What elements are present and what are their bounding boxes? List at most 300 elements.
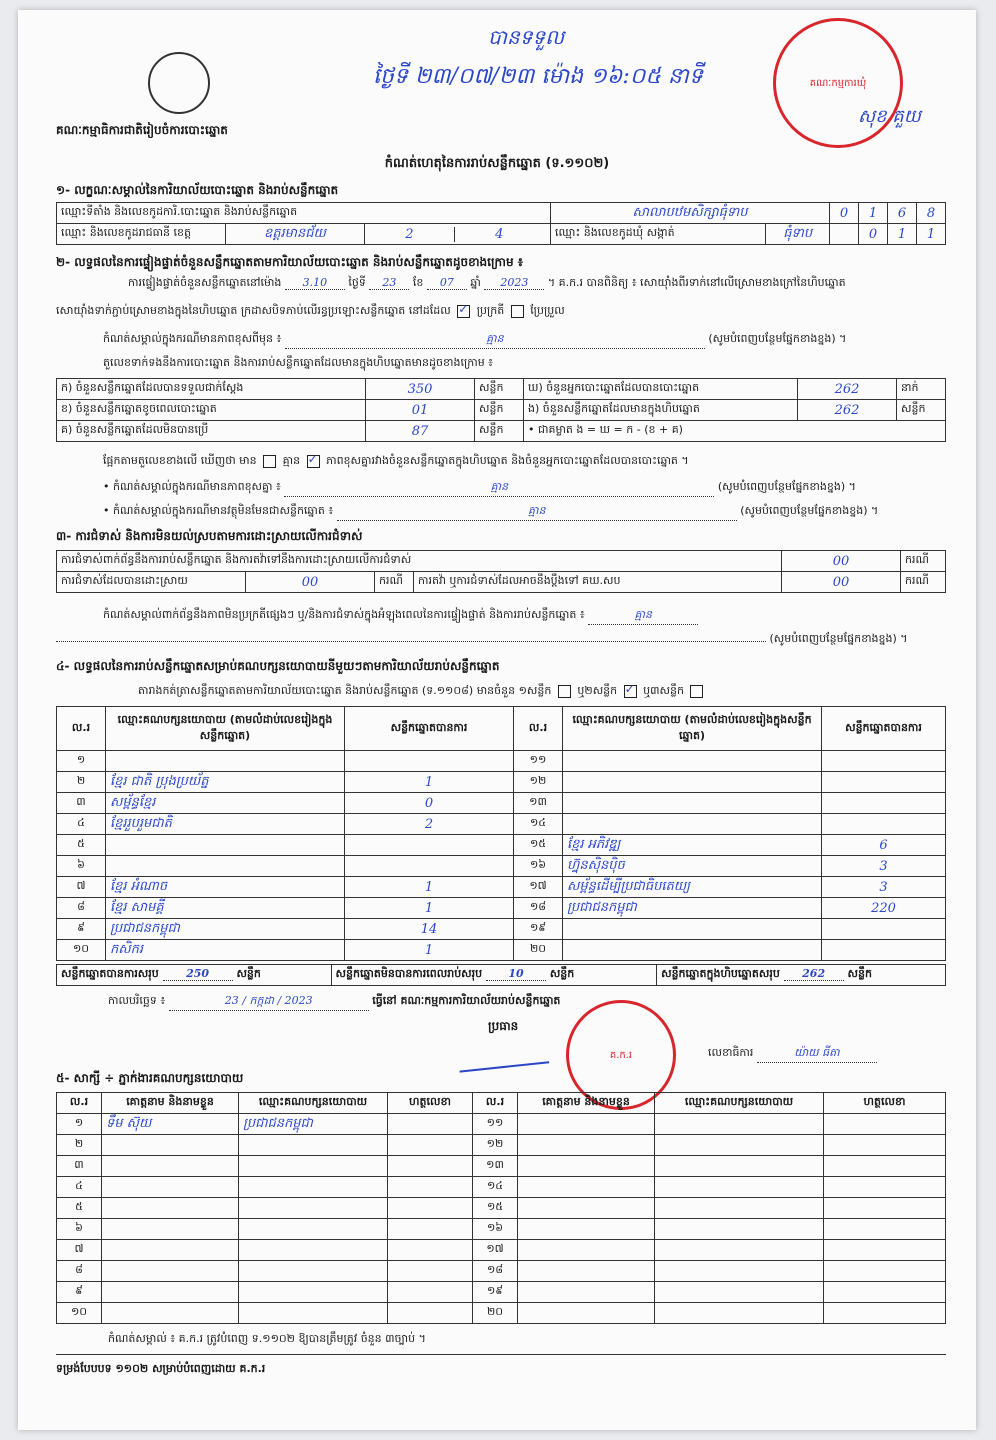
total-box-value: 262	[784, 967, 844, 981]
results-votes	[822, 751, 946, 772]
witness-party	[239, 1240, 388, 1261]
witness-party	[655, 1177, 824, 1198]
witness-col-sign-right: ហត្ថលេខា	[824, 1093, 946, 1114]
results-party	[106, 856, 345, 877]
witness-party	[239, 1177, 388, 1198]
section4-heading: ៤- លទ្ធផលនៃការរាប់សន្លឹកឆ្នោតសម្រាប់គណបក្សនយោបាយនីមួយៗតាមការិយាល័យរាប់សន្លឹកឆ្នោត	[56, 659, 500, 673]
witness-name	[102, 1282, 239, 1303]
station-value: សាលាបឋមសិក្សាធុំទាប	[551, 203, 830, 224]
total-valid-value: 250	[163, 967, 233, 981]
results-no: ៣	[57, 793, 106, 814]
results-no: ៥	[57, 835, 106, 856]
results-votes: 2	[345, 814, 514, 835]
note-b1-value: គ្មាន	[284, 480, 714, 497]
note-b1-label: • កំណត់សម្គាល់ក្នុងករណីមានភាពខុសគ្នា ៖	[103, 480, 281, 493]
objection-row1-unit: ករណី	[901, 551, 946, 572]
witness-signature	[824, 1282, 946, 1303]
results-votes: 1	[345, 877, 514, 898]
note-b2-value: គ្មាន	[337, 504, 737, 521]
witness-name	[518, 1240, 655, 1261]
witness-row	[57, 1240, 946, 1261]
witness-signature	[388, 1177, 473, 1198]
fig-b-value: 01	[366, 400, 475, 421]
sheets-1-checkbox[interactable]	[558, 685, 571, 698]
results-party	[563, 751, 822, 772]
witness-row	[57, 1219, 946, 1240]
note-changed-value: គ្មាន	[285, 332, 705, 349]
totals-table	[56, 964, 946, 986]
witness-no: ២០	[473, 1303, 518, 1324]
results-row	[57, 751, 946, 772]
results-party	[106, 751, 345, 772]
results-party: ប្រជាជនកម្ពុជា	[106, 919, 345, 940]
secretary-label: លេខាធិការ	[708, 1046, 754, 1059]
results-row	[57, 835, 946, 856]
reconcile-month: 07	[427, 276, 467, 290]
witness-name: ទឹម ស៊ុយ	[102, 1114, 239, 1135]
witness-row	[57, 1156, 946, 1177]
witness-name	[102, 1240, 239, 1261]
seal-line	[56, 304, 565, 320]
witness-party	[239, 1219, 388, 1240]
witness-signature	[388, 1282, 473, 1303]
results-row	[57, 814, 946, 835]
results-no: ១១	[514, 751, 563, 772]
note-changed-hint: (សូមបំពេញបន្ថែមផ្នែកខាងខ្នង) ។	[708, 332, 847, 345]
results-no: ១៤	[514, 814, 563, 835]
results-party	[563, 772, 822, 793]
witness-no: ១៤	[473, 1177, 518, 1198]
witness-no: ១៧	[473, 1240, 518, 1261]
form-title: កំណត់ហេតុនៃការរាប់សន្លឹកឆ្នោត (ទ.១១០២)	[384, 156, 610, 171]
received-by: សុខ គួយ	[858, 106, 921, 127]
results-party: ហ្វ៊ុនស៊ិនប៉ិច	[563, 856, 822, 877]
witness-signature	[388, 1303, 473, 1324]
results-no: ៩	[57, 919, 106, 940]
date-value: 23 / កក្កដា / 2023	[169, 994, 369, 1011]
section4-intro: តារាងកត់ត្រាសន្លឹកឆ្នោតតាមការិយាល័យបោះឆ្នោត និងរាប់សន្លឹកឆ្នោត (ទ.១១០៨) មានចំនួន ១សន្លឹក	[138, 684, 552, 697]
station-code-2: 1	[859, 203, 888, 224]
witness-no: ៩	[57, 1282, 102, 1303]
results-col-no-right: ល.រ	[514, 707, 563, 751]
witness-name	[518, 1261, 655, 1282]
nec-emblem	[148, 52, 210, 114]
results-party	[563, 919, 822, 940]
commune-label: ឈ្មោះ និងលេខកូដឃុំ សង្កាត់	[551, 224, 766, 245]
section3-note-line2	[56, 632, 946, 648]
intact-label: ប្រក្រតី	[476, 304, 505, 317]
witness-party	[239, 1156, 388, 1177]
note-b2-line	[103, 504, 878, 521]
witness-signature	[824, 1135, 946, 1156]
witness-no: ៦	[57, 1219, 102, 1240]
results-party	[563, 793, 822, 814]
changed-checkbox[interactable]	[511, 305, 524, 318]
intact-checkbox[interactable]	[457, 305, 470, 318]
reconcile-day: 23	[369, 276, 409, 290]
witness-signature	[824, 1261, 946, 1282]
results-no: ១៧	[514, 877, 563, 898]
objection-resolved-unit: ករណី	[375, 572, 414, 593]
results-party: ប្រជាជនកម្ពុជា	[563, 898, 822, 919]
results-row	[57, 940, 946, 961]
month-label: ខែ	[412, 276, 424, 289]
witness-name	[518, 1156, 655, 1177]
reconcile-line	[128, 276, 846, 292]
fig-c-value: 87	[366, 421, 475, 442]
results-party	[106, 835, 345, 856]
compare-label: ផ្អែកតាមតួលេខខាងលើ ឃើញថា មាន	[103, 454, 257, 467]
objection-appeal-value: 00	[782, 572, 901, 593]
witness-name	[518, 1177, 655, 1198]
results-col-party-right: ឈ្មោះគណបក្សនយោបាយ (តាមលំដាប់លេខរៀងក្នុងសន្លឹកឆ្នោត)	[563, 707, 822, 751]
results-col-votes-right: សន្លឹកឆ្នោតបានការ	[822, 707, 946, 751]
results-votes	[822, 919, 946, 940]
sheets-2-checkbox[interactable]	[624, 685, 637, 698]
chair-label: ប្រធាន	[488, 1019, 519, 1033]
results-votes	[822, 814, 946, 835]
total-box-label: សន្លឹកឆ្នោតក្នុងហិបឆ្នោតសរុប	[661, 967, 780, 980]
results-col-no-left: ល.រ	[57, 707, 106, 751]
results-no: ១៨	[514, 898, 563, 919]
reconcile-year: 2023	[484, 276, 544, 290]
results-votes	[822, 793, 946, 814]
witness-signature	[824, 1303, 946, 1324]
section2-heading: ២- លទ្ធផលនៃការផ្ទៀងផ្ទាត់ចំនួនសន្លឹកឆ្នោតតាមការិយាល័យបោះឆ្នោត និងរាប់សន្លឹកឆ្នោតដូចខាងក្រោម ៖	[56, 255, 524, 269]
witness-no: ១២	[473, 1135, 518, 1156]
commune-stamp	[773, 18, 903, 148]
district-code-1: 2	[365, 227, 455, 242]
results-party: ខ្មែរ អភិវឌ្ឍ	[563, 835, 822, 856]
witness-party	[239, 1198, 388, 1219]
committee-stamp-text: គ.ក.រ	[609, 1049, 633, 1061]
results-no: ១០	[57, 940, 106, 961]
witness-signature	[388, 1156, 473, 1177]
witness-signature	[824, 1240, 946, 1261]
footnote: កំណត់សម្គាល់ ៖ គ.ក.រ ត្រូវបំពេញ ទ.១១០២ ឱ្យបានត្រឹមត្រូវ ចំនួន ៣ច្បាប់ ។	[108, 1332, 426, 1345]
witness-name	[518, 1219, 655, 1240]
compare-none-label: គ្មាន	[282, 454, 301, 467]
results-no: ១	[57, 751, 106, 772]
figures-table	[56, 378, 946, 442]
total-invalid-label: សន្លឹកឆ្នោតមិនបានការពេលរាប់សរុប	[335, 967, 483, 980]
witness-col-name-right: គោត្តនាម និងនាមខ្លួន	[518, 1093, 655, 1114]
results-body	[57, 751, 946, 961]
footer-divider	[56, 1354, 946, 1355]
witness-name	[102, 1198, 239, 1219]
witness-signature	[824, 1219, 946, 1240]
witness-name	[102, 1261, 239, 1282]
witness-no: ១៥	[473, 1198, 518, 1219]
witness-party	[655, 1135, 824, 1156]
sheets-3-label: ឬ៣សន្លឹក	[643, 684, 684, 697]
witness-signature	[388, 1198, 473, 1219]
total-box-unit: សន្លឹក	[847, 967, 872, 980]
witness-row	[57, 1303, 946, 1324]
witness-table	[56, 1092, 946, 1324]
results-no: ១៥	[514, 835, 563, 856]
station-table	[56, 202, 946, 245]
fig-e-value: 262	[798, 400, 897, 421]
witness-row	[57, 1114, 946, 1135]
results-votes: 3	[822, 856, 946, 877]
witness-row	[57, 1282, 946, 1303]
compare-none-checkbox[interactable]	[307, 455, 320, 468]
district-code-2: 4	[495, 226, 504, 242]
witness-signature	[824, 1177, 946, 1198]
results-no: ៤	[57, 814, 106, 835]
fig-a-value: 350	[366, 379, 475, 400]
witness-no: ១៣	[473, 1156, 518, 1177]
objection-resolved-value: 00	[246, 572, 375, 593]
witness-no: ១៨	[473, 1261, 518, 1282]
results-party: ខ្មែររួបរួមជាតិ	[106, 814, 345, 835]
results-row	[57, 793, 946, 814]
total-invalid-unit: សន្លឹក	[549, 967, 575, 980]
witness-col-party-left: ឈ្មោះគណបក្សនយោបាយ	[239, 1093, 388, 1114]
sheets-3-checkbox[interactable]	[690, 685, 703, 698]
witness-col-party-right: ឈ្មោះគណបក្សនយោបាយ	[655, 1093, 824, 1114]
station-label: ឈ្មោះទីតាំង និងលេខកូដការិ.បោះឆ្នោត និងរាប់សន្លឹកឆ្នោត	[57, 203, 551, 224]
date-line	[108, 994, 560, 1011]
results-party: កសិករ	[106, 940, 345, 961]
total-valid-cell	[57, 965, 332, 986]
section3-note-label: កំណត់សម្គាល់ពាក់ព័ន្ធនឹងភាពមិនប្រក្រតីផ្សេងៗ ឬ/និងការជំទាស់ក្នុងអំឡុងពេលនៃការផ្ទៀងផ្ទាត់ និងការរាប់សន្លឹកឆ្នោត ៖	[103, 608, 585, 621]
reconcile-intro: ការផ្ទៀងផ្ទាត់ចំនួនសន្លឹកឆ្នោតនៅម៉ោង	[128, 276, 282, 289]
form-footer: ទម្រង់បែបបទ ១១០២ សម្រាប់បំពេញដោយ គ.ក.រ	[56, 1362, 266, 1375]
witness-no: ១០	[57, 1303, 102, 1324]
section3-heading: ៣- ការជំទាស់ និងការមិនយល់ស្របតាមការដោះស្រាយលើការជំទាស់	[56, 529, 363, 543]
objection-appeal-unit: ករណី	[901, 572, 946, 593]
section3-note-line	[103, 608, 698, 625]
results-col-party-left: ឈ្មោះគណបក្សនយោបាយ (តាមលំដាប់លេខរៀងក្នុងសន្លឹកឆ្នោត)	[106, 707, 345, 751]
results-party: សម្ព័ន្ធដើម្បីប្រជាធិបតេយ្យ	[563, 877, 822, 898]
station-code-4: 8	[917, 203, 946, 224]
results-row	[57, 877, 946, 898]
results-no: ១៣	[514, 793, 563, 814]
results-party	[563, 940, 822, 961]
results-row	[57, 856, 946, 877]
results-no: ៨	[57, 898, 106, 919]
witness-signature	[824, 1198, 946, 1219]
results-votes	[345, 856, 514, 877]
witness-party	[239, 1282, 388, 1303]
witness-col-no-right: ល.រ	[473, 1093, 518, 1114]
section3-note-blank	[56, 641, 766, 642]
results-votes: 220	[822, 898, 946, 919]
results-party: ខ្មែរ ជាតិ ប្រុងប្រយ័ត្ន	[106, 772, 345, 793]
results-table	[56, 706, 946, 961]
day-label: ថ្ងៃទី	[348, 276, 366, 289]
witness-body	[57, 1114, 946, 1324]
witness-no: ៤	[57, 1177, 102, 1198]
results-votes: 0	[345, 793, 514, 814]
fig-b-unit: សន្លឹក	[475, 400, 524, 421]
results-votes	[822, 940, 946, 961]
fig-a-unit: សន្លឹក	[475, 379, 524, 400]
seal-text: សោយ៉ាំងទាក់ភ្ជាប់ស្រោមខាងក្នុងនៃហិបឆ្នោត ក្រដាសបិទភាប់លើរន្ធប្រឡោះសន្លឹកឆ្នោត នៅដដែល	[56, 304, 451, 317]
committee-label: ធ្វើនៅ គណៈកម្មការការិយាល័យរាប់សន្លឹកឆ្នោត	[372, 994, 561, 1007]
commune-value: ធុំទាប	[766, 224, 830, 245]
witness-party: ប្រជាជនកម្ពុជា	[239, 1114, 388, 1135]
results-party: សម្ព័ន្ធខ្មែរ	[106, 793, 345, 814]
witness-name	[518, 1282, 655, 1303]
witness-signature	[388, 1219, 473, 1240]
objection-row1-label: ការជំទាស់ពាក់ព័ន្ធនឹងការរាប់សន្លឹកឆ្នោត និងការតវ៉ាទៅនឹងការដោះស្រាយលើការជំទាស់	[57, 551, 782, 572]
witness-name	[102, 1303, 239, 1324]
witness-name	[102, 1177, 239, 1198]
results-col-votes-left: សន្លឹកឆ្នោតបានការ	[345, 707, 514, 751]
witness-no: ១	[57, 1114, 102, 1135]
witness-col-no-left: ល.រ	[57, 1093, 102, 1114]
witness-party	[655, 1303, 824, 1324]
chair-signature	[457, 1035, 549, 1072]
total-box-cell	[657, 965, 946, 986]
witness-party	[239, 1135, 388, 1156]
objection-resolved-label: ការជំទាស់ដែលបានដោះស្រាយ	[57, 572, 246, 593]
witness-col-name-left: គោត្តនាម និងនាមខ្លួន	[102, 1093, 239, 1114]
witness-name	[518, 1303, 655, 1324]
district-value: ឧត្តរមានជ័យ	[226, 224, 365, 245]
witness-no: ១៦	[473, 1219, 518, 1240]
results-no: ១២	[514, 772, 563, 793]
witness-row	[57, 1261, 946, 1282]
results-votes	[345, 751, 514, 772]
section4-intro-line	[138, 684, 706, 700]
results-no: ៧	[57, 877, 106, 898]
station-code-1: 0	[830, 203, 859, 224]
commune-code-blank	[830, 224, 859, 245]
total-valid-label: សន្លឹកឆ្នោតបានការសរុប	[61, 967, 159, 980]
witness-party	[655, 1282, 824, 1303]
fig-e-label: ង) ចំនួនសន្លឹកឆ្នោតដែលមានក្នុងហិបឆ្នោត	[524, 400, 798, 421]
witness-no: ១៩	[473, 1282, 518, 1303]
witness-name	[102, 1156, 239, 1177]
witness-party	[239, 1303, 388, 1324]
witness-name	[518, 1135, 655, 1156]
compare-line	[103, 454, 689, 470]
note-b1-line	[103, 480, 856, 497]
witness-name	[518, 1114, 655, 1135]
results-no: ១៦	[514, 856, 563, 877]
received-label: បានទទួល	[488, 25, 565, 49]
secretary-line	[708, 1046, 877, 1063]
witness-no: ៨	[57, 1261, 102, 1282]
results-votes: 1	[345, 898, 514, 919]
note-b2-label: • កំណត់សម្គាល់ក្នុងករណីមានវត្ថុមិនមែនជាសន្លឹកឆ្នោត ៖	[103, 504, 334, 517]
reconcile-tail: ។ គ.ក.រ បានពិនិត្យ ៖ សោយ៉ាំងពីរទាក់នៅលើស្រោមខាងក្រៅនៃហិបឆ្នោត	[547, 276, 846, 289]
station-code-3: 6	[888, 203, 917, 224]
sheets-2-label: ឬ២សន្លឹក	[577, 684, 618, 697]
changed-label: ប្រែប្រួល	[530, 304, 565, 317]
witness-col-sign-left: ហត្ថលេខា	[388, 1093, 473, 1114]
objections-table	[56, 550, 946, 593]
fig-formula: • ជាគម្លាត ង = ឃ = ក - (ខ + គ)	[524, 421, 946, 442]
results-votes: 6	[822, 835, 946, 856]
fig-e-unit: សន្លឹក	[897, 400, 946, 421]
fig-d-label: ឃ) ចំនួនអ្នកបោះឆ្នោតដែលបានបោះឆ្នោត	[524, 379, 798, 400]
witness-signature	[824, 1114, 946, 1135]
figures-intro: តួលេខទាក់ទងនឹងការបោះឆ្នោត និងការរាប់សន្លឹកឆ្នោតដែលមានក្នុងហិបឆ្នោតមានដូចខាងក្រោម ៖	[103, 356, 494, 369]
section3-note-value: គ្មាន	[588, 608, 698, 625]
section3-note-hint: (សូមបំពេញបន្ថែមផ្នែកខាងខ្នង) ។	[769, 632, 908, 645]
witness-signature	[388, 1240, 473, 1261]
witness-party	[655, 1219, 824, 1240]
results-votes: 1	[345, 772, 514, 793]
witness-signature	[388, 1135, 473, 1156]
witness-party	[655, 1261, 824, 1282]
results-votes: 14	[345, 919, 514, 940]
witness-no: ៥	[57, 1198, 102, 1219]
results-votes	[822, 772, 946, 793]
secretary-name: យ៉ាយ ធីតា	[757, 1046, 877, 1063]
results-no: ៦	[57, 856, 106, 877]
witness-party	[655, 1156, 824, 1177]
organization-name: គណៈកម្មាធិការជាតិរៀបចំការបោះឆ្នោត	[56, 123, 228, 137]
fig-b-label: ខ) ចំនួនសន្លឹកឆ្នោតខូចពេលបោះឆ្នោត	[57, 400, 366, 421]
reconcile-time: 3.10	[285, 276, 345, 290]
total-valid-unit: សន្លឹក	[236, 967, 261, 980]
commune-code-2: 1	[888, 224, 917, 245]
note-changed-line	[103, 332, 846, 349]
results-row	[57, 898, 946, 919]
compare-yes-checkbox[interactable]	[263, 455, 276, 468]
note-b1-hint: (សូមបំពេញបន្ថែមផ្នែកខាងខ្នង) ។	[717, 480, 856, 493]
results-party	[563, 814, 822, 835]
witness-party	[655, 1114, 824, 1135]
witness-no: ៧	[57, 1240, 102, 1261]
form-sheet	[18, 10, 976, 1430]
witness-party	[655, 1198, 824, 1219]
commune-code-1: 0	[859, 224, 888, 245]
witness-name	[102, 1219, 239, 1240]
witness-row	[57, 1177, 946, 1198]
fig-d-value: 262	[798, 379, 897, 400]
results-votes: 3	[822, 877, 946, 898]
results-no: ២	[57, 772, 106, 793]
fig-a-label: ក) ចំនួនសន្លឹកឆ្នោតដែលបានទទួលជាក់ស្តែង	[57, 379, 366, 400]
commune-stamp-text: គណៈកម្មការឃុំ	[809, 77, 867, 89]
witness-row	[57, 1135, 946, 1156]
witness-no: ១១	[473, 1114, 518, 1135]
results-party: ខ្មែរ សាមគ្គី	[106, 898, 345, 919]
year-label: ឆ្នាំ	[470, 276, 481, 289]
section1-heading: ១- លក្ខណៈសម្គាល់នៃការិយាល័យបោះឆ្នោត និងរាប់សន្លឹកឆ្នោត	[56, 183, 339, 197]
witness-no: ២	[57, 1135, 102, 1156]
witness-name	[102, 1135, 239, 1156]
objection-appeal-label: ការតវ៉ា ឬការជំទាស់ដែលអាចនឹងប្តឹងទៅ គឃ.សប	[414, 572, 782, 593]
witness-signature	[388, 1114, 473, 1135]
section5-heading: ៥- សាក្សី ÷ ភ្នាក់ងារគណបក្សនយោបាយ	[56, 1071, 244, 1085]
results-no: ១៩	[514, 919, 563, 940]
commune-code-3: 1	[917, 224, 946, 245]
fig-d-unit: នាក់	[897, 379, 946, 400]
total-invalid-cell	[331, 965, 657, 986]
date-label: កាលបរិច្ឆេទ ៖	[108, 994, 166, 1007]
district-label: ឈ្មោះ និងលេខកូដរាជធានី ខេត្ត	[57, 224, 226, 245]
results-votes	[345, 835, 514, 856]
witness-signature	[388, 1261, 473, 1282]
fig-c-unit: សន្លឹក	[475, 421, 524, 442]
compare-tail: ភាពខុសគ្នារវាងចំនួនសន្លឹកឆ្នោតក្នុងហិបឆ្នោត និងចំនួនអ្នកបោះឆ្នោតដែលបានបោះឆ្នោត ។	[326, 454, 689, 467]
fig-c-label: គ) ចំនួនសន្លឹកឆ្នោតដែលមិនបានប្រើ	[57, 421, 366, 442]
results-row	[57, 919, 946, 940]
witness-row	[57, 1198, 946, 1219]
received-date: ថ្ងៃទី ២៣/០៧/២៣ ម៉ោង ១៦:០៥ នាទី	[373, 64, 703, 89]
results-votes: 1	[345, 940, 514, 961]
objection-row1-value: 00	[782, 551, 901, 572]
witness-signature	[824, 1156, 946, 1177]
